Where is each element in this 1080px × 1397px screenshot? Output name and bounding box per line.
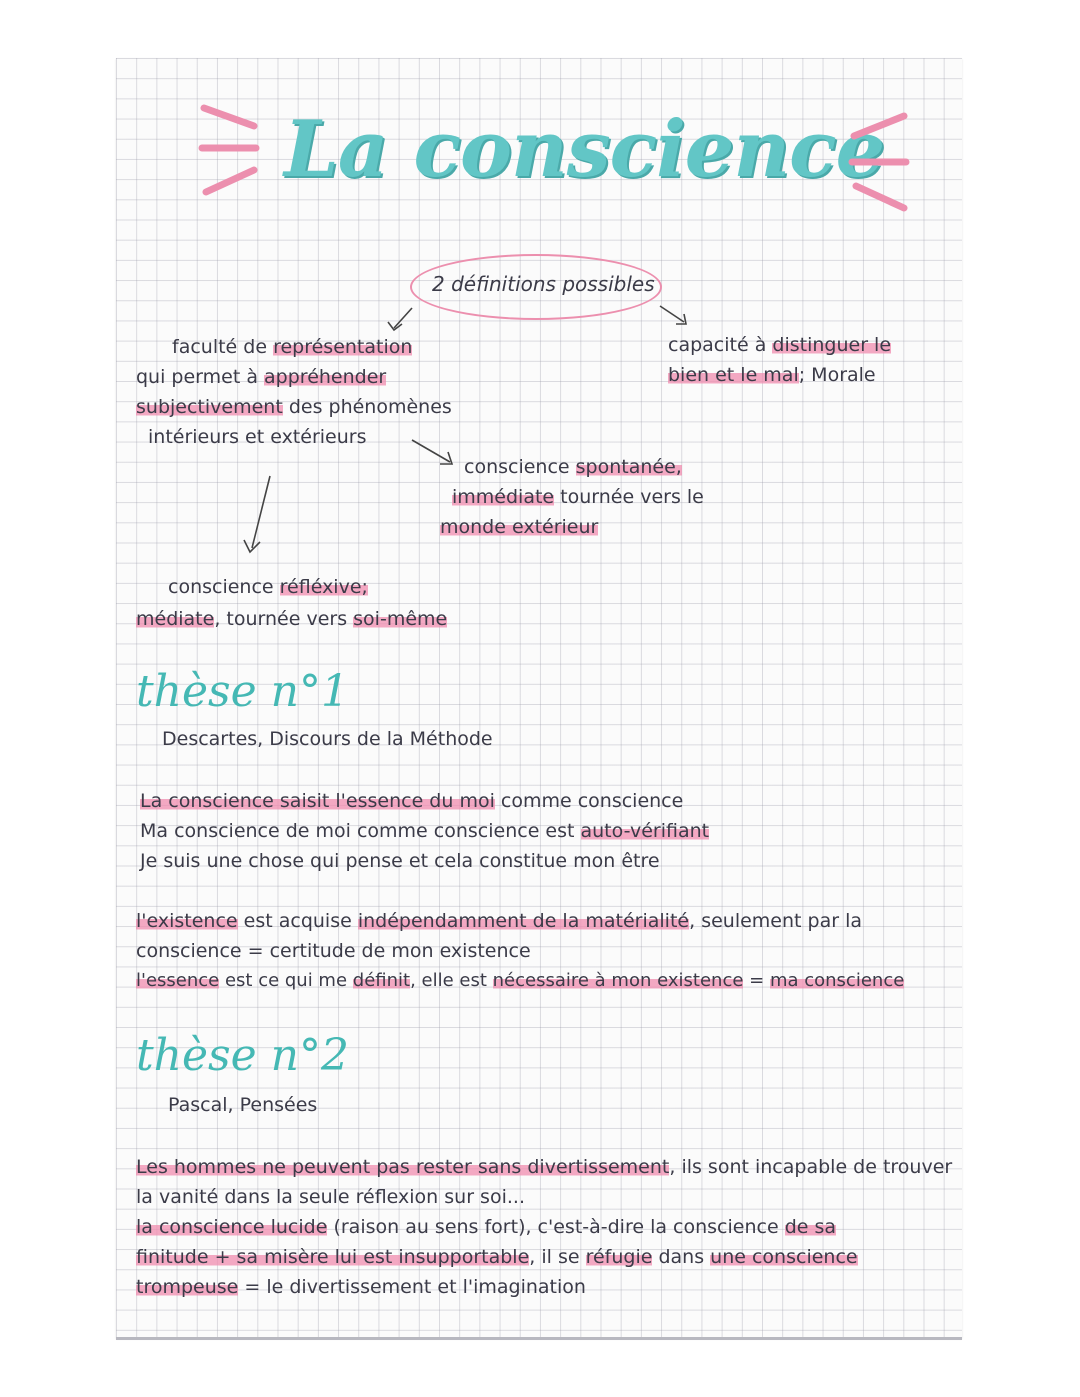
page-title: La conscience (284, 104, 885, 195)
def-left-line-3: subjectivement des phénomènes (136, 396, 452, 418)
def-left-line-2: qui permet à appréhender (136, 366, 387, 388)
def-right-line-1: capacité à distinguer le (668, 334, 892, 356)
thesis-1-source: Descartes, Discours de la Méthode (162, 728, 493, 750)
thesis-1-line-3: Je suis une chose qui pense et cela constitue mon être (140, 850, 660, 872)
thesis-1-line-2: Ma conscience de moi comme conscience est auto-vérifiant (140, 820, 710, 842)
thesis-1-heading: thèse n°1 (136, 666, 349, 717)
spontaneous-line-3: monde extérieur (440, 516, 599, 538)
def-right-line-2: bien et le mal; Morale (668, 364, 876, 386)
thesis-2-line-3: la conscience lucide (raison au sens fort), c'est-à-dire la conscience de sa (136, 1216, 837, 1238)
thesis-2-heading: thèse n°2 (136, 1030, 349, 1081)
spontaneous-line-2: immédiate tournée vers le (452, 486, 704, 508)
thesis-2-line-1: Les hommes ne peuvent pas rester sans divertissement, ils sont incapable de trouver (136, 1156, 953, 1178)
def-left-line-4: intérieurs et extérieurs (148, 426, 367, 448)
thesis-2-line-4: finitude + sa misère lui est insupportable, il se réfugie dans une conscience (136, 1246, 858, 1268)
thesis-1-line-5: conscience = certitude de mon existence (136, 940, 531, 962)
thesis-1-line-6: l'essence est ce qui me définit, elle est nécessaire à mon existence = ma conscience (136, 970, 905, 991)
definitions-bubble-label: 2 définitions possibles (432, 272, 655, 296)
thesis-2-line-2: la vanité dans la seule réflexion sur soi... (136, 1186, 525, 1208)
spontaneous-line-1: conscience spontanée, (464, 456, 682, 478)
thesis-1-line-4: l'existence est acquise indépendamment de la matérialité, seulement par la (136, 910, 862, 932)
def-left-line-1: faculté de représentation (172, 336, 413, 358)
thesis-2-source: Pascal, Pensées (168, 1094, 318, 1116)
reflexive-line-1: conscience réfléxive; (168, 576, 368, 598)
reflexive-line-2: médiate, tournée vers soi-même (136, 608, 448, 630)
thesis-1-line-1: La conscience saisit l'essence du moi comme conscience (140, 790, 684, 812)
thesis-2-line-5: trompeuse = le divertissement et l'imagination (136, 1276, 586, 1298)
